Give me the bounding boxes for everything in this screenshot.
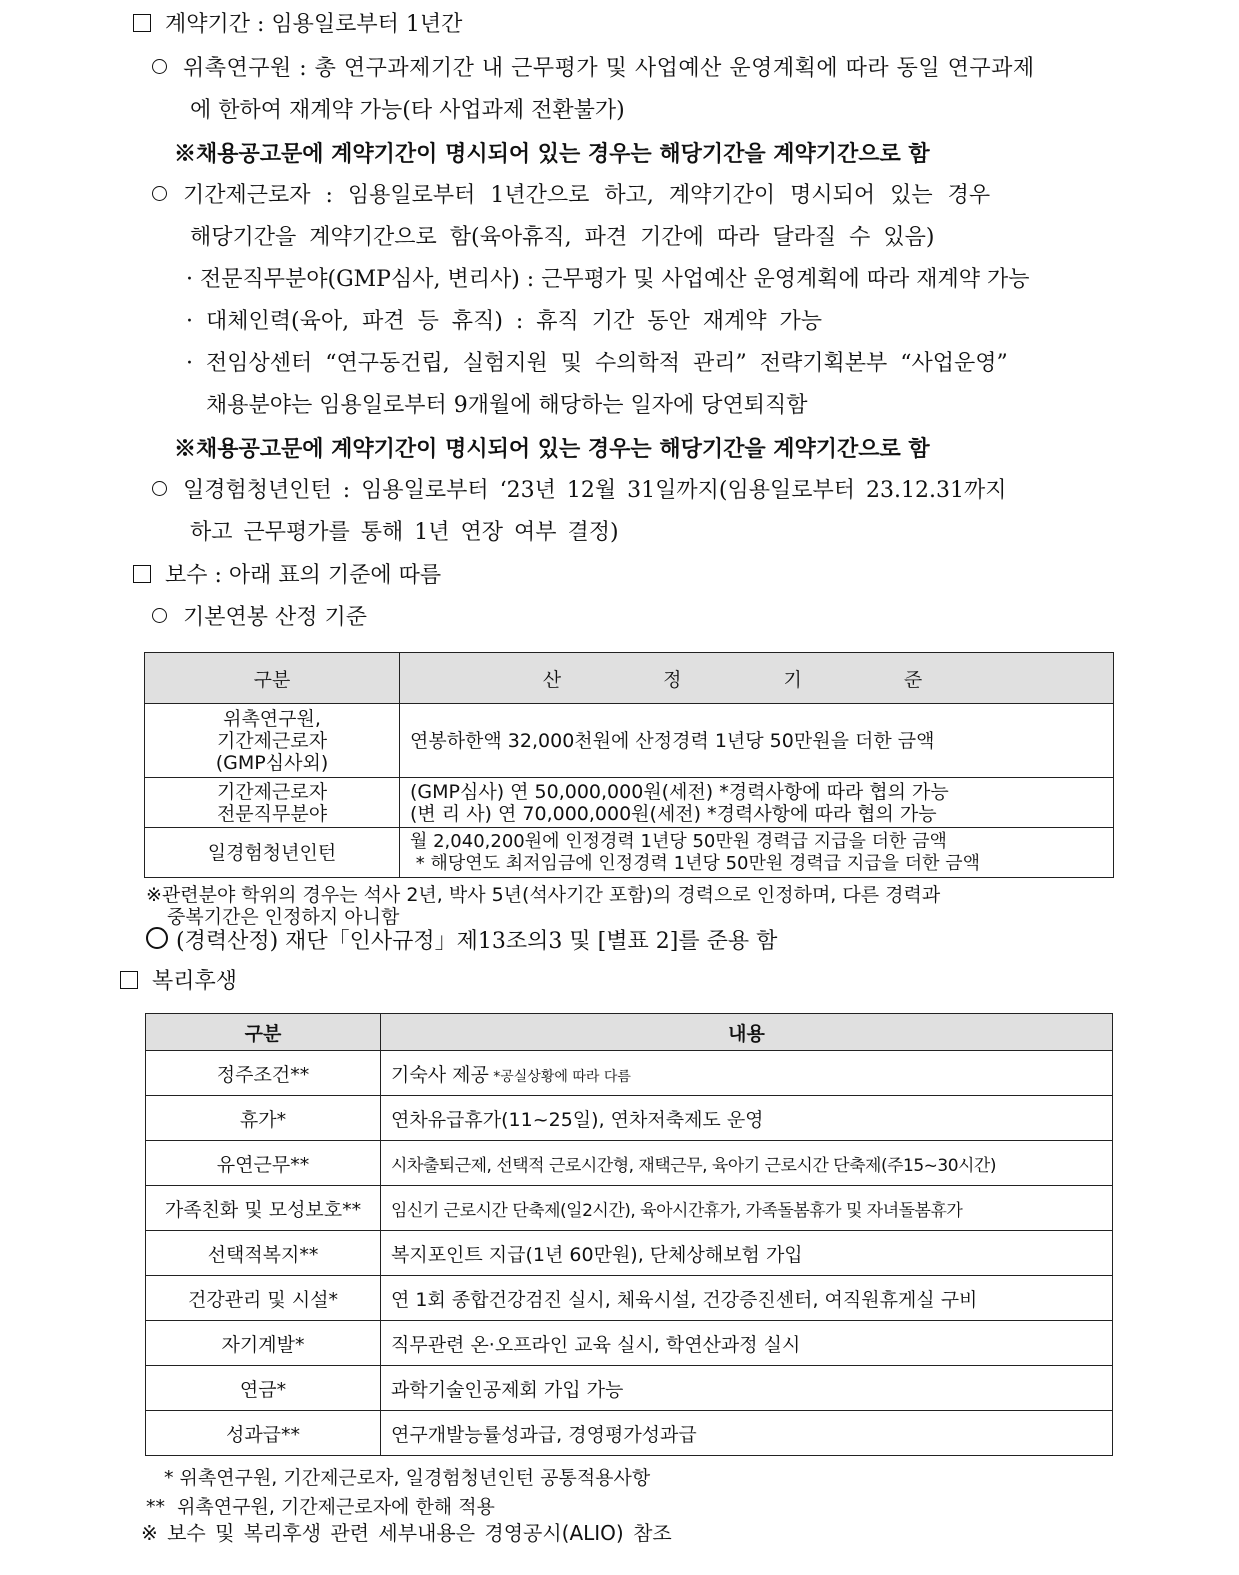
table-cell-content: 시차출퇴근제, 선택적 근로시간형, 재택근무, 육아기 근로시간 단축제(주15~30시간) (381, 1141, 1113, 1186)
intern-item-cont: 하고 근무평가를 통해 1년 연장 여부 결정) (190, 520, 619, 545)
table-cell-content: 과학기술인공제회 가입 가능 (381, 1366, 1113, 1411)
contract-heading: 계약기간 : 임용일로부터 1년간 (133, 10, 462, 40)
footnote-researcher: ** 위촉연구원, 기간제근로자에 한해 적용 (146, 1496, 495, 1518)
pay-note: ※관련분야 학위의 경우는 석사 2년, 박사 5년(석사기간 포함)의 경력으로 인정하며, 다른 경력과 (146, 884, 941, 906)
fixed-term-item-cont: 해당기간을 계약기간으로 함(육아휴직, 파견 기간에 따라 달라질 수 있음) (190, 225, 935, 250)
table-cell-category: 자기계발* (146, 1321, 381, 1366)
table-header-row (145, 653, 1114, 704)
circle-bullet-icon (152, 59, 167, 74)
table-cell-category: 건강관리 및 시설* (146, 1276, 381, 1321)
table-cell-category: 일경험청년인턴 (145, 828, 400, 878)
checkbox-square-icon (133, 565, 151, 583)
circle-bullet-icon (152, 481, 167, 496)
circle-bullet-icon (152, 186, 167, 201)
table-header-criteria: 산 정 기 준 (400, 653, 1114, 704)
table-row (145, 704, 1114, 778)
bullet-substitute: · 대체인력(육아, 파견 등 휴직) : 휴직 기간 동안 재계약 가능 (186, 309, 823, 334)
table-header-content: 내용 (381, 1014, 1113, 1051)
table-cell-content: 임신기 근로시간 단축제(일2시간), 육아시간휴가, 가족돌봄휴가 및 자녀돌봄휴가 (381, 1186, 1113, 1231)
checkbox-square-icon (133, 14, 151, 32)
table-header-row (146, 1014, 1113, 1051)
table-cell-content: 직무관련 온·오프라인 교육 실시, 학연산과정 실시 (381, 1321, 1113, 1366)
pay-note-cont: 중복기간은 인정하지 아니함 (167, 906, 400, 928)
table-row (146, 1051, 1113, 1096)
table-cell-category: 가족친화 및 모성보호** (146, 1186, 381, 1231)
table-cell-content: 기숙사 제공 *공실상황에 따라 다름 (381, 1051, 1113, 1096)
bullet-preclinical-cont: 채용분야는 임용일로부터 9개월에 해당하는 일자에 당연퇴직함 (206, 393, 808, 418)
footnote-common: * 위촉연구원, 기간제근로자, 일경험청년인턴 공통적용사항 (164, 1467, 651, 1489)
table-cell-criteria: 월 2,040,200원에 인정경력 1년당 50만원 경력급 지급을 더한 금액 * 해당연도 최저임금에 인정경력 1년당 50만원 경력급 지급을 더한 금액 (400, 828, 1114, 878)
table-cell-category: 연금* (146, 1366, 381, 1411)
researcher-item-cont: 에 한하여 재계약 가능(타 사업과제 전환불가) (190, 98, 625, 123)
table-cell-content: 연 1회 종합건강검진 실시, 체육시설, 건강증진센터, 여직원휴게실 구비 (381, 1276, 1113, 1321)
table-cell-category: 정주조건** (146, 1051, 381, 1096)
table-cell-category: 기간제근로자 전문직무분야 (145, 778, 400, 828)
contract-notice-1: ※채용공고문에 계약기간이 명시되어 있는 경우는 해당기간을 계약기간으로 함 (174, 141, 930, 167)
contract-notice-2: ※채용공고문에 계약기간이 명시되어 있는 경우는 해당기간을 계약기간으로 함 (174, 436, 930, 462)
table-cell-criteria: (GMP심사) 연 50,000,000원(세전) *경력사항에 따라 협의 가능 (변 리 사) 연 70,000,000원(세전) *경력사항에 따라 협의 가능 (400, 778, 1114, 828)
table-row (145, 828, 1114, 878)
table-row (146, 1411, 1113, 1456)
table-cell-content: 연구개발능률성과급, 경영평가성과급 (381, 1411, 1113, 1456)
career-rule: (경력산정) 재단「인사규정」제13조의3 및 [별표 2]를 준용 함 (146, 927, 777, 957)
intern-item: 일경험청년인턴 : 임용일로부터 ‘23년 12월 31일까지(임용일로부터 23.12.31까지 (152, 476, 1006, 506)
bullet-preclinical: · 전임상센터 “연구동건립, 실험지원 및 수의학적 관리” 전략기획본부 “사업운영” (186, 351, 1008, 376)
table-cell-category: 유연근무** (146, 1141, 381, 1186)
pay-heading: 보수 : 아래 표의 기준에 따름 (133, 561, 441, 591)
bullet-specialist: · 전문직무분야(GMP심사, 변리사) : 근무평가 및 사업예산 운영계획에 따라 재계약 가능 (186, 267, 1030, 292)
table-cell-category: 성과급** (146, 1411, 381, 1456)
circle-bullet-icon (146, 927, 168, 949)
table-row (145, 778, 1114, 828)
table-row (146, 1141, 1113, 1186)
circle-bullet-icon (152, 608, 167, 623)
welfare-table (145, 1013, 1113, 1456)
table-cell-content: 연차유급휴가(11~25일), 연차저축제도 운영 (381, 1096, 1113, 1141)
table-row (146, 1321, 1113, 1366)
table-row (146, 1276, 1113, 1321)
table-row (146, 1231, 1113, 1276)
fixed-term-item: 기간제근로자 : 임용일로부터 1년간으로 하고, 계약기간이 명시되어 있는 경우 (152, 181, 990, 211)
table-row (146, 1186, 1113, 1231)
table-cell-category: 선택적복지** (146, 1231, 381, 1276)
table-row (146, 1096, 1113, 1141)
footnote-alio: ※ 보수 및 복리후생 관련 세부내용은 경영공시(ALIO) 참조 (141, 1521, 672, 1545)
table-cell-category: 휴가* (146, 1096, 381, 1141)
welfare-heading: 복리후생 (120, 967, 237, 997)
table-row (146, 1366, 1113, 1411)
table-header-category: 구분 (145, 653, 400, 704)
salary-table (144, 652, 1114, 878)
table-header-category: 구분 (146, 1014, 381, 1051)
table-cell-content: 복지포인트 지급(1년 60만원), 단체상해보험 가입 (381, 1231, 1113, 1276)
pay-sub: 기본연봉 산정 기준 (152, 603, 367, 633)
researcher-item: 위촉연구원 : 총 연구과제기간 내 근무평가 및 사업예산 운영계획에 따라 동일 연구과제 (152, 54, 1035, 84)
checkbox-square-icon (120, 971, 138, 989)
table-cell-category: 위촉연구원, 기간제근로자 (GMP심사외) (145, 704, 400, 778)
table-cell-criteria: 연봉하한액 32,000천원에 산정경력 1년당 50만원을 더한 금액 (400, 704, 1114, 778)
